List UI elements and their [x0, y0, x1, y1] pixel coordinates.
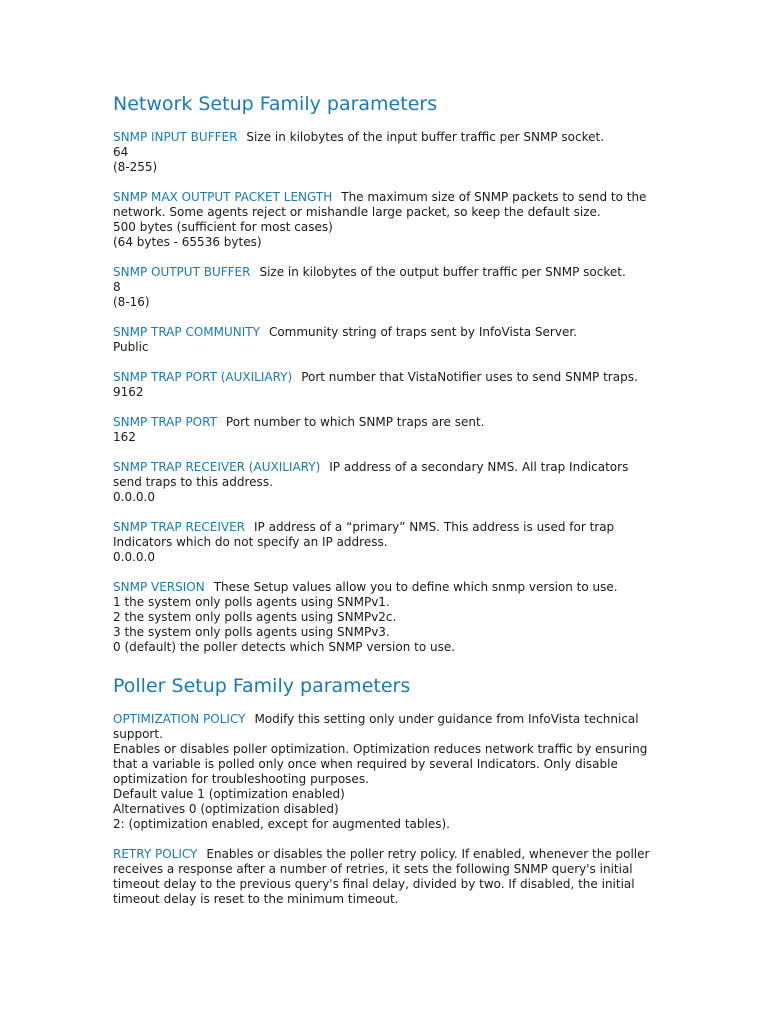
- param-snmp-trap-receiver-auxiliary: [113, 460, 658, 505]
- param-description: Modify this setting only under guidance from InfoVista technical support.: [113, 712, 639, 741]
- param-snmp-trap-port: [113, 415, 658, 445]
- param-description: These Setup values allow you to define which snmp version to use.: [213, 580, 618, 594]
- param-description: Enables or disables the poller retry policy. If enabled, whenever the poller receives a response after a number of retries, it sets the following SNMP query's initial timeout delay to the previous query's final delay, divided by two. If disabled, the initial timeout delay is reset to the minimum timeout.: [113, 847, 650, 906]
- param-range: (8-16): [113, 295, 150, 309]
- param-option: 0 (default) the poller detects which SNMP version to use.: [113, 640, 456, 654]
- param-value: 162: [113, 430, 136, 444]
- param-alternative: 2: (optimization enabled, except for augmented tables).: [113, 817, 450, 831]
- param-description: Port number that VistaNotifier uses to send SNMP traps.: [301, 370, 638, 384]
- param-snmp-version: [113, 580, 658, 655]
- param-description: IP address of a “primary” NMS. This address is used for trap Indicators which do not specify an IP address.: [113, 520, 615, 549]
- param-term: SNMP MAX OUTPUT PACKET LENGTH: [113, 190, 333, 204]
- param-snmp-input-buffer: [113, 130, 658, 175]
- param-option: 1 the system only polls agents using SNMPv1.: [113, 595, 390, 609]
- param-value: 500 bytes (sufficient for most cases): [113, 220, 333, 234]
- param-detail: Enables or disables poller optimization. Optimization reduces network traffic by ensuring that a variable is polled only once when required by several Indicators. Only disable optimization for troubleshooting purposes.: [113, 742, 648, 786]
- param-snmp-trap-community: [113, 325, 658, 355]
- param-term: SNMP TRAP PORT (AUXILIARY): [113, 370, 293, 384]
- param-option: 3 the system only polls agents using SNMPv3.: [113, 625, 390, 639]
- param-optimization-policy: [113, 712, 658, 832]
- param-term: SNMP TRAP RECEIVER (AUXILIARY): [113, 460, 321, 474]
- param-snmp-max-output-packet-length: [113, 190, 658, 250]
- param-term: SNMP TRAP COMMUNITY: [113, 325, 260, 339]
- param-snmp-output-buffer: [113, 265, 658, 310]
- param-term: OPTIMIZATION POLICY: [113, 712, 246, 726]
- param-description: Size in kilobytes of the output buffer traffic per SNMP socket.: [259, 265, 626, 279]
- param-value: 0.0.0.0: [113, 550, 155, 564]
- param-value: 64: [113, 145, 129, 159]
- param-value: 8: [113, 280, 121, 294]
- param-term: SNMP TRAP RECEIVER: [113, 520, 245, 534]
- param-description: The maximum size of SNMP packets to send to the network. Some agents reject or mishandle large packet, so keep the default size.: [113, 190, 647, 219]
- param-term: SNMP VERSION: [113, 580, 205, 594]
- param-description: IP address of a secondary NMS. All trap Indicators send traps to this address.: [113, 460, 629, 489]
- param-range: (64 bytes - 65536 bytes): [113, 235, 262, 249]
- param-term: RETRY POLICY: [113, 847, 198, 861]
- param-retry-policy: [113, 847, 658, 907]
- param-value: Public: [113, 340, 149, 354]
- param-value: 0.0.0.0: [113, 490, 155, 504]
- param-snmp-trap-port-auxiliary: [113, 370, 658, 400]
- document-page: [113, 88, 658, 922]
- param-option: 2 the system only polls agents using SNMPv2c.: [113, 610, 397, 624]
- param-snmp-trap-receiver: [113, 520, 658, 565]
- param-description: Size in kilobytes of the input buffer traffic per SNMP socket.: [246, 130, 605, 144]
- param-description: Community string of traps sent by InfoVista Server.: [268, 325, 577, 339]
- section-title-network-setup: Network Setup Family parameters: [113, 93, 438, 115]
- param-alternative: Alternatives 0 (optimization disabled): [113, 802, 339, 816]
- param-term: SNMP OUTPUT BUFFER: [113, 265, 251, 279]
- param-value: 9162: [113, 385, 144, 399]
- param-term: SNMP INPUT BUFFER: [113, 130, 238, 144]
- param-term: SNMP TRAP PORT: [113, 415, 217, 429]
- param-description: Port number to which SNMP traps are sent.: [225, 415, 485, 429]
- param-default: Default value 1 (optimization enabled): [113, 787, 345, 801]
- section-title-poller-setup: Poller Setup Family parameters: [113, 675, 411, 697]
- param-range: (8-255): [113, 160, 158, 174]
